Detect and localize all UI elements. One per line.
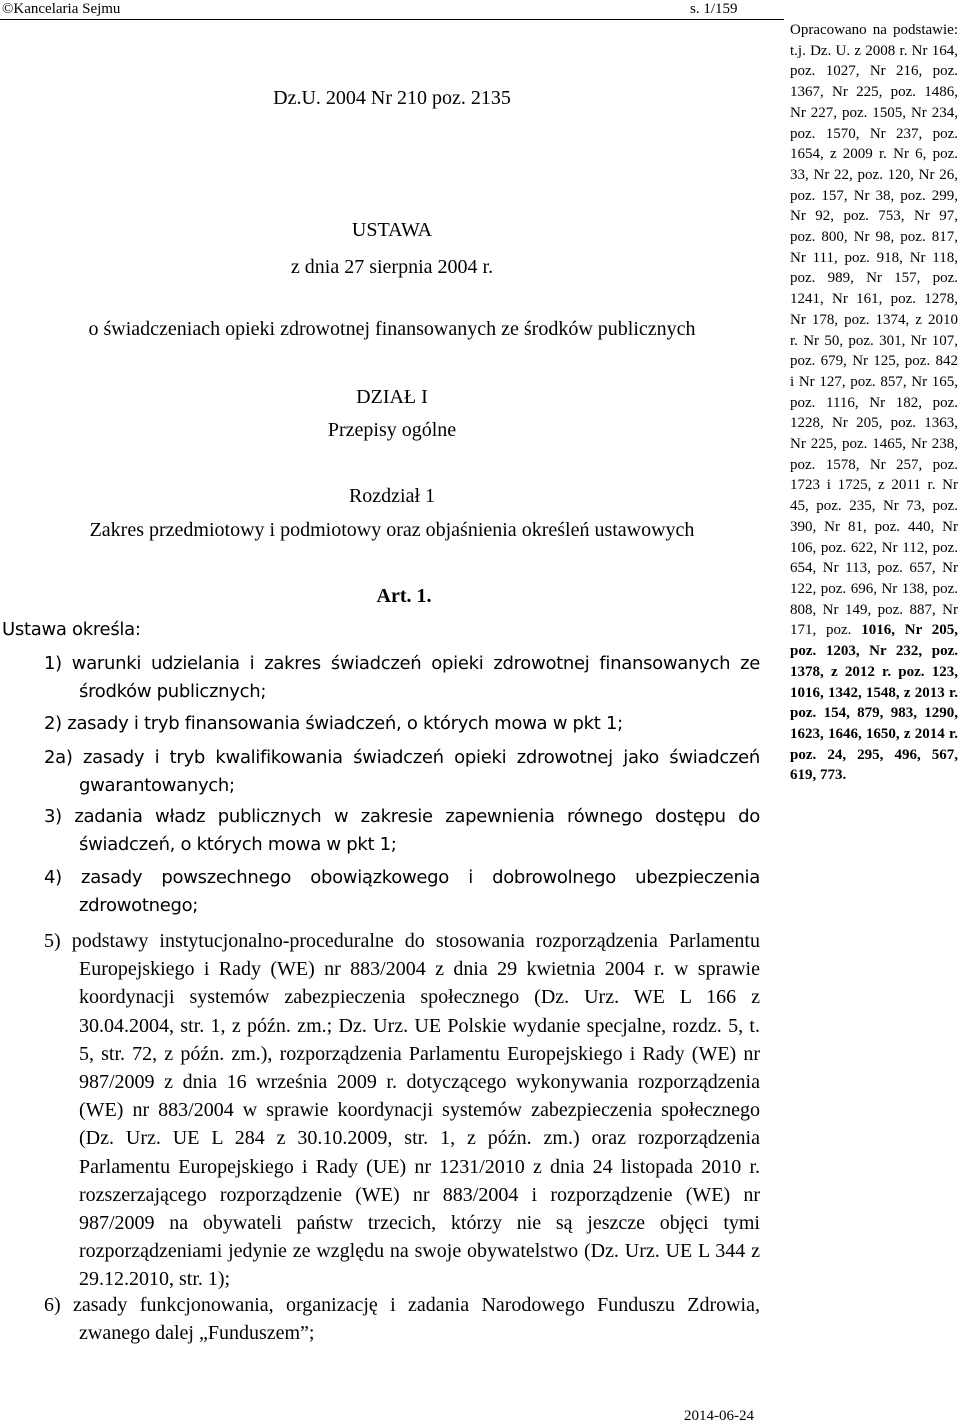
list-item (44, 710, 760, 738)
list-item-text: 2) zasady i tryb finansowania świadczeń, o których mowa w pkt 1; (44, 713, 623, 734)
article-heading (0, 585, 784, 608)
header-rule (0, 19, 784, 20)
act-date: z dnia 27 sierpnia 2004 r. (290, 256, 494, 278)
division-number: DZIAŁ I (356, 386, 428, 408)
list-item (44, 803, 760, 859)
list-item-text: 3) zadania władz publicznych w zakresie zapewnienia równego dostępu do świadczeń, o których mowa w pkt 1; (44, 806, 760, 855)
list-item (44, 744, 760, 800)
list-item-text: 6) zasady funkcjonowania, organizację i zadania Narodowego Funduszu Zdrowia, zwanego dalej „Funduszem”; (44, 1294, 760, 1345)
header-page-number: s. 1/159 (690, 1, 738, 17)
list-item (44, 927, 760, 1294)
side-note-tail: 1016, Nr 205, poz. 1203, Nr 232, poz. 1378, z 2012 r. poz. 123, 1016, 1342, 1548, z 2013 r. poz. 154, 879, 983, 1290, 1623, 1646, 1650, z 2014 r. poz. 24, 295, 496, 567, 619, 773. (790, 622, 958, 784)
article-heading-text: Art. 1. (376, 585, 432, 607)
side-note-lead: Opracowano na podstawie: t.j. Dz. U. z 2008 r. Nr 164, poz. 1027, Nr 216, poz. 1367, Nr 225, poz. 1486, Nr 227, poz. 1505, Nr 234, poz. 1570, Nr 237, poz. 1654, z 2009 r. Nr 6, poz. 33, Nr 22, poz. 120, Nr 26, poz. 157, Nr 38, poz. 299, Nr 92, poz. 753, Nr 97, poz. 800, Nr 98, poz. 817, Nr 111, poz. 918, Nr 118, poz. 989, Nr 157, poz. 1241, Nr 161, poz. 1278, Nr 178, poz. 1374, z 2010 r. Nr 50, poz. 301, Nr 107, poz. 679, Nr 125, poz. 842 i Nr 127, poz. 857, Nr 165, poz. 1116, Nr 182, poz. 1228, Nr 205, poz. 1363, Nr 225, poz. 1465, Nr 238, poz. 1578, Nr 257, poz. 1723 i 1725, z 2011 r. Nr 45, poz. 235, Nr 73, poz. 390, Nr 81, poz. 440, Nr 106, poz. 622, Nr 112, poz. 654, Nr 113, poz. 657, Nr 122, poz. 696, Nr 138, poz. 808, Nr 149, poz. 887, Nr 171, poz. (790, 22, 958, 639)
list-item-text: 5) podstawy instytucjonalno-proceduralne do stosowania rozporządzenia Parlamentu Europejskiego i Rady (WE) nr 883/2004 z dnia 29 kwietnia 2004 r. w sprawie koordynacji systemów zabezpieczenia społecznego (Dz. Urz. WE L 166 z 30.04.2004, str. 1, z późn. zm.; Dz. Urz. UE Polskie wydanie specjalne, rozdz. 5, t. 5, str. 72, z późn. zm.), rozporządzenia Parlamentu Europejskiego i Rady (WE) nr 987/2009 z dnia 16 września 2009 r. dotyczącego wykonywania rozporządzenia (WE) nr 883/2004 w sprawie koordynacji systemów zabezpieczenia społecznego (Dz. Urz. UE L 284 z 30.10.2009, str. 1, z późn. zm.) oraz rozporządzenia Parlamentu Europejskiego i Rady (UE) nr 1231/2010 z dnia 24 listopada 2010 r. rozszerzającego rozporządzenie (WE) nr 883/2004 i rozporządzenie (WE) nr 987/2009 na obywateli państw trzecich, którzy nie są jeszcze objęci tymi rozporządzeniami jedynie ze względu na swoje obywatelstwo (Dz. Urz. UE L 344 z 29.12.2010, str. 1); (44, 930, 760, 1291)
division-title: Przepisy ogólne (327, 419, 457, 441)
list-item (44, 650, 760, 706)
header-source: ©Kancelaria Sejmu (2, 1, 121, 17)
chapter-title: Zakres przedmiotowy i podmiotowy oraz objaśnienia określeń ustawowych (89, 519, 695, 541)
footer-date: 2014-06-24 (684, 1408, 754, 1424)
act-title: USTAWA (351, 219, 433, 241)
list-item-text: 2a) zasady i tryb kwalifikowania świadczeń opieki zdrowotnej jako świadczeń gwarantowanych; (44, 747, 760, 796)
list-item (44, 864, 760, 920)
chapter-number: Rozdział 1 (348, 485, 436, 507)
list-item-text: 1) warunki udzielania i zakres świadczeń opieki zdrowotnej finansowanych ze środków publicznych; (44, 653, 760, 702)
article-intro: Ustawa określa: (2, 619, 141, 640)
journal-reference: Dz.U. 2004 Nr 210 poz. 2135 (273, 87, 511, 109)
act-subject: o świadczeniach opieki zdrowotnej finansowanych ze środków publicznych (88, 318, 696, 340)
side-note (790, 20, 958, 786)
list-item (44, 1291, 760, 1347)
list-item-text: 4) zasady powszechnego obowiązkowego i dobrowolnego ubezpieczenia zdrowotnego; (44, 867, 760, 916)
